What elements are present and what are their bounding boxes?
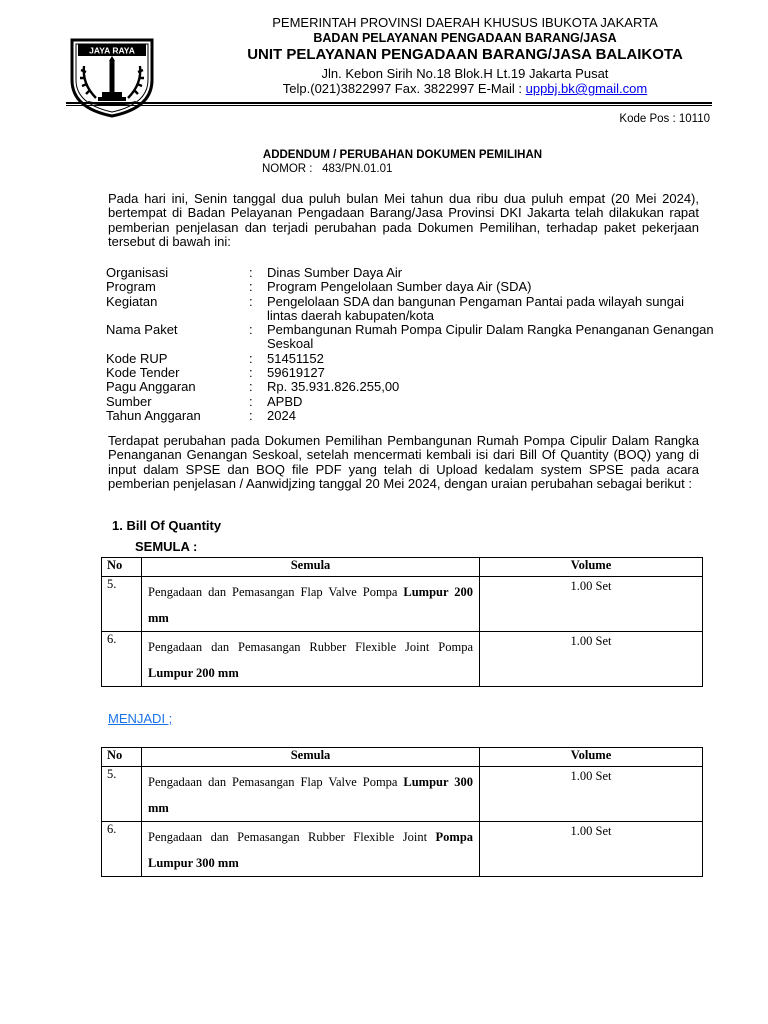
desc-bold: Lumpur 200 mm	[148, 666, 239, 680]
cell-volume	[480, 767, 703, 822]
info-value: Pembangunan Rumah Pompa Cipulir Dalam Rangka Penanganan Genangan Seskoal	[267, 322, 714, 352]
table-row	[102, 577, 703, 632]
volume-text: 1.00 Set	[570, 769, 612, 783]
info-row	[106, 409, 717, 423]
info-colon: :	[249, 379, 253, 395]
col-header-no: No	[102, 558, 142, 577]
info-row	[106, 266, 717, 280]
volume-text: 1.00 Set	[570, 634, 612, 648]
logo-text: JAYA RAYA	[89, 45, 135, 56]
package-info	[106, 266, 717, 423]
document-number	[262, 163, 392, 175]
info-key: Program	[106, 279, 156, 295]
header-province: PEMERINTAH PROVINSI DAERAH KHUSUS IBUKOTA JAKARTA	[272, 15, 658, 30]
info-row	[106, 366, 717, 380]
header-address: Jln. Kebon Sirih No.18 Blok.H Lt.19 Jakarta Pusat	[321, 66, 609, 81]
section-heading-boq: 1. Bill Of Quantity	[112, 518, 222, 533]
table-row	[102, 822, 703, 877]
info-key: Tahun Anggaran	[106, 407, 201, 423]
info-row	[106, 295, 717, 324]
info-key: Organisasi	[106, 265, 169, 280]
postal-code: Kode Pos : 10110	[619, 113, 710, 125]
info-row	[106, 352, 717, 366]
header-contact	[175, 81, 755, 96]
desc-bold: Pompa Lumpur 300 mm	[148, 830, 474, 870]
body-paragraph: Terdapat perubahan pada Dokumen Pemilihan Pembangunan Rumah Pompa Cipulir Dalam Rangka Penanganan Genangan Seskoal, setelah mencermati kembali isi dari Bill Of Quantity (BOQ) yang di input dalam SPSE dan BOQ file PDF yang telah di Upload kedalam system SPSE pada acara pemberian penjelasan / Aanwidjzing tanggal 20 Mei 2024, dengan uraian perubahan sebagai berikut :	[108, 433, 699, 491]
info-colon: :	[249, 322, 253, 338]
cell-volume	[480, 577, 703, 632]
nomor-label: NOMOR :	[262, 163, 313, 175]
nomor-value: 483/PN.01.01	[322, 163, 393, 175]
intro-paragraph: Pada hari ini, Senin tanggal dua puluh bulan Mei tahun dua ribu dua puluh empat (20 Mei 2024), bertempat di Badan Pelayanan Pengadaan Barang/Jasa Provinsi DKI Jakarta telah dilakukan rapat pemberian penjelasan dan terjadi perubahan pada Dokumen Pemilihan, terhadap paket pekerjaan tersebut di bawah ini:	[108, 191, 699, 249]
header-agency: BADAN PELAYANAN PENGADAAN BARANG/JASA	[313, 31, 617, 45]
info-row	[106, 380, 717, 394]
desc-text: Pengadaan dan Pemasangan Rubber Flexible Joint Pompa	[148, 640, 473, 654]
info-colon: :	[249, 365, 253, 381]
cell-desc	[142, 767, 480, 822]
info-colon: :	[249, 279, 253, 295]
desc-bold: Lumpur 200 mm	[148, 585, 473, 625]
info-key: Sumber	[106, 393, 152, 409]
info-key: Kode RUP	[106, 350, 168, 366]
cell-volume	[480, 822, 703, 877]
header-unit: UNIT PELAYANAN PENGADAAN BARANG/JASA BALAIKOTA	[247, 46, 683, 63]
info-colon: :	[249, 393, 253, 409]
desc-text: Pengadaan dan Pemasangan Flap Valve Pompa	[148, 585, 398, 599]
header-divider-thick	[66, 102, 712, 104]
desc-text: Pengadaan dan Pemasangan Rubber Flexible Joint	[148, 830, 428, 844]
volume-text: 1.00 Set	[570, 579, 612, 593]
info-key: Pagu Anggaran	[106, 379, 196, 395]
semula-label: SEMULA :	[135, 539, 198, 554]
email-link[interactable]: uppbj.bk@gmail.com	[525, 81, 648, 96]
info-key: Kegiatan	[106, 293, 158, 309]
cell-no: 5.	[102, 577, 142, 632]
table-menjadi	[101, 747, 703, 877]
info-value: Dinas Sumber Daya Air	[267, 265, 403, 280]
col-header-desc: Semula	[142, 558, 480, 577]
info-value: APBD	[267, 393, 303, 409]
col-header-no: No	[102, 748, 142, 767]
cell-no: 5.	[102, 767, 142, 822]
info-row	[106, 395, 717, 409]
info-row	[106, 280, 717, 294]
cell-volume	[480, 632, 703, 687]
table-row	[102, 767, 703, 822]
info-row	[106, 323, 717, 352]
info-key: Nama Paket	[106, 322, 178, 338]
header-divider-thin	[66, 105, 712, 106]
info-value: Program Pengelolaan Sumber daya Air (SDA)	[267, 279, 532, 295]
desc-text: Pengadaan dan Pemasangan Flap Valve Pompa	[148, 775, 398, 789]
col-header-volume: Volume	[480, 558, 703, 577]
table-semula	[101, 557, 703, 687]
info-colon: :	[249, 407, 253, 423]
info-value: 59619127	[267, 365, 325, 381]
info-key: Kode Tender	[106, 365, 180, 381]
info-colon: :	[249, 293, 253, 309]
info-value: Pengelolaan SDA dan bangunan Pengaman Pantai pada wilayah sungai lintas daerah kabupaten/kota	[267, 293, 685, 323]
info-value: Rp. 35.931.826.255,00	[267, 379, 400, 395]
table-header-row	[102, 558, 703, 577]
cell-desc	[142, 632, 480, 687]
contact-text: Telp.(021)3822997 Fax. 3822997 E-Mail :	[282, 81, 526, 96]
cell-desc	[142, 822, 480, 877]
cell-no: 6.	[102, 632, 142, 687]
desc-bold: Lumpur 300 mm	[148, 775, 473, 815]
volume-text: 1.00 Set	[570, 824, 612, 838]
col-header-desc: Semula	[142, 748, 480, 767]
info-colon: :	[249, 265, 253, 280]
info-value: 2024	[267, 407, 296, 423]
menjadi-label: MENJADI ;	[108, 711, 173, 726]
col-header-volume: Volume	[480, 748, 703, 767]
info-colon: :	[249, 350, 253, 366]
info-value: 51451152	[267, 350, 324, 366]
cell-desc	[142, 577, 480, 632]
table-header-row	[102, 748, 703, 767]
cell-no: 6.	[102, 822, 142, 877]
table-row	[102, 632, 703, 687]
document-title: ADDENDUM / PERUBAHAN DOKUMEN PEMILIHAN	[262, 149, 543, 161]
